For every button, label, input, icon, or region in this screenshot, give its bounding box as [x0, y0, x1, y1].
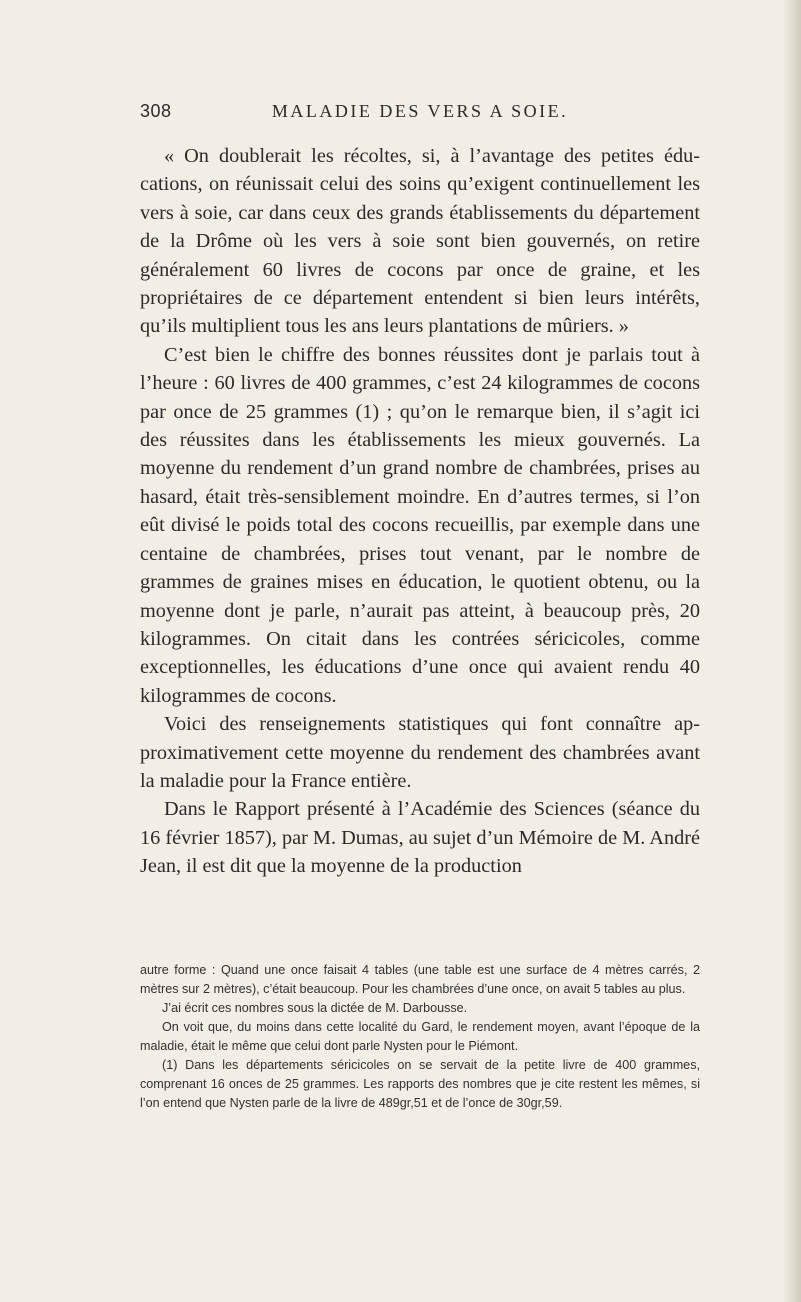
paragraph-rapport: Dans le Rapport présenté à l’Académie des Sciences (séance du 16 février 1857), par M. Dumas, au sujet d’un Mémoire de M. André Jean, il est dit que la moyenne de la production [140, 798, 700, 878]
main-text [140, 142, 700, 881]
page-number: 308 [140, 101, 172, 121]
page-edge [783, 0, 801, 1302]
paragraph-quote: « On doublerait les récoltes, si, à l’avantage des petites éducations, on réunissait celui des soins qu’exigent continuellement les vers à soie, car dans ceux des grands établissements du département de la Drôme où les vers à soie sont bien gouvernés, on retire généralement 60 livres de cocons par once de graine, et les propriétaires de ce département entendent si bien leurs intérêts, qu’ils multiplient tous les ans leurs plantations de mûriers. » [140, 145, 700, 338]
page-header [140, 101, 700, 125]
running-title: MALADIE DES VERS A SOIE. [271, 101, 569, 121]
paragraph-statistics: Voici des renseignements statistiques qui font connaître approximativement cette moyenne du rendement des chambrées avant la maladie pour la France entière. [140, 713, 700, 792]
paragraph-yield: C’est bien le chiffre des bonnes réussites dont je parlais tout à l’heure : 60 livres de 400 grammes, c’est 24 kilogrammes de cocons par once de 25 grammes (1) ; qu’on le remarque bien, il s’agit ici des réussites dans les établissements les mieux gouvernés. La moyenne du rendement d’un grand nombre de chambrées, prises au hasard, était très-sensiblement moindre. En d’autres termes, si l’on eût divisé le poids total des cocons recueillis, par exemple dans une centaine de chambrées, prises tout venant, par le nombre de grammes de graines mises en éducation, le quotient obtenu, ou la moyenne dont je parle, n’aurait pas atteint, à beaucoup près, 20 kilogrammes. On citait dans les contrées séricicoles, comme exceptionnelles, les éducations d’une once qui avaient rendu 40 kilogrammes de cocons. [140, 343, 700, 707]
footnotes [140, 961, 700, 1113]
footnote-gard: On voit que, du moins dans cette localité du Gard, le rendement moyen, avant l’époque de la maladie, était le même que celui dont parle Nysten pour le Piémont. [140, 1020, 700, 1053]
footnote-continuation: autre forme : Quand une once faisait 4 tables (une table est une surface de 4 mètres carrés, 2 mètres sur 2 mètres), c’était beaucoup. Pour les chambrées d’une once, on avait 5 tables au plus. [140, 963, 700, 996]
footnote-darbousse: J’ai écrit ces nombres sous la dictée de M. Darbousse. [162, 1001, 468, 1015]
footnote-1: (1) Dans les départements séricicoles on se servait de la petite livre de 400 grammes, comprenant 16 onces de 25 grammes. Les rapports des nombres que je cite restent les mêmes, si l’on entend que Nysten parle de la livre de 489gr,51 et de l’once de 30gr,59. [140, 1058, 700, 1110]
